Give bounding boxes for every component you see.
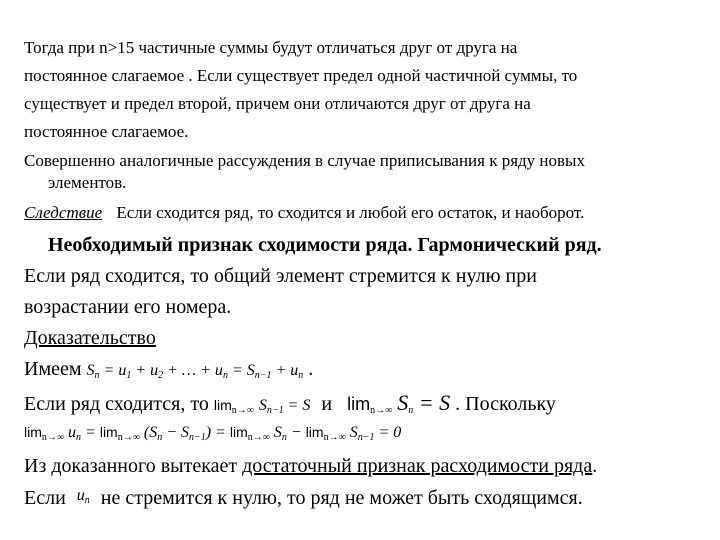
last-line (24, 487, 583, 510)
last-prefix: Если (24, 487, 66, 509)
proof-have-text: Имеем (24, 358, 82, 380)
theorem-line1: Если ряд сходится, то общий элемент стремится к нулю при (24, 265, 537, 287)
paragraph2-line1: Совершенно аналогичные рассуждения в случае приписывания к ряду новых (24, 151, 585, 170)
corollary-line (24, 203, 584, 223)
conclusion-suffix: . (592, 455, 598, 477)
limit-difference-formula: limn→∞ $u_n = \lim n\to\infty$ $(S_n - S_{n-1}) = \lim n\to\infty$ $S_n - \lim n\to\infty$ $S_{n-1} = 0$ (24, 424, 402, 443)
conclusion-line (24, 455, 597, 478)
proof-since-text: . Поскольку (455, 393, 556, 415)
partial-sum-formula: $S_n = u_1 + u_2$ + … + $u_n = S_{n-1} + u_n$ (86, 362, 304, 381)
limit-formula-1: limn→∞ $S_{n-1} = S$ (213, 397, 311, 416)
proof-have-line (24, 358, 313, 381)
proof-converges-line (24, 390, 556, 416)
section-heading: Необходимый признак сходимости ряда. Гармонический ряд. (48, 234, 602, 256)
paragraph2-line2: элементов. (48, 173, 127, 192)
corollary-text: Если сходится ряд, то сходится и любой его остаток, и наоборот. (116, 203, 585, 222)
limit-formula-2: limn→∞ $S_n = S$ (347, 390, 451, 416)
proof-and-text: и (321, 393, 333, 415)
divergence-criterion-link: достаточный признак расходимости ряда (242, 455, 593, 477)
theorem-line2: возрастании его номера. (24, 296, 232, 318)
corollary-label: Следствие (24, 203, 103, 222)
proof-converges-text: Если ряд сходится, то (24, 393, 209, 415)
paragraph1-line4: постоянное слагаемое. (24, 122, 189, 141)
last-suffix: не стремится к нулю, то ряд не может быть сходящимся. (100, 487, 583, 509)
un-symbol: un (76, 487, 90, 506)
paragraph1-line3: существует и предел второй, причем они отличаются друг от друга на (24, 94, 531, 113)
paragraph1-line2: постоянное слагаемое . Если существует предел одной частичной суммы, то (24, 66, 578, 85)
proof-have-end: . (308, 358, 314, 380)
conclusion-prefix: Из доказанного вытекает (24, 455, 243, 477)
paragraph1-line1: Тогда при n>15 частичные суммы будут отличаться друг от друга на (24, 38, 518, 57)
proof-label: Доказательство (24, 327, 156, 349)
